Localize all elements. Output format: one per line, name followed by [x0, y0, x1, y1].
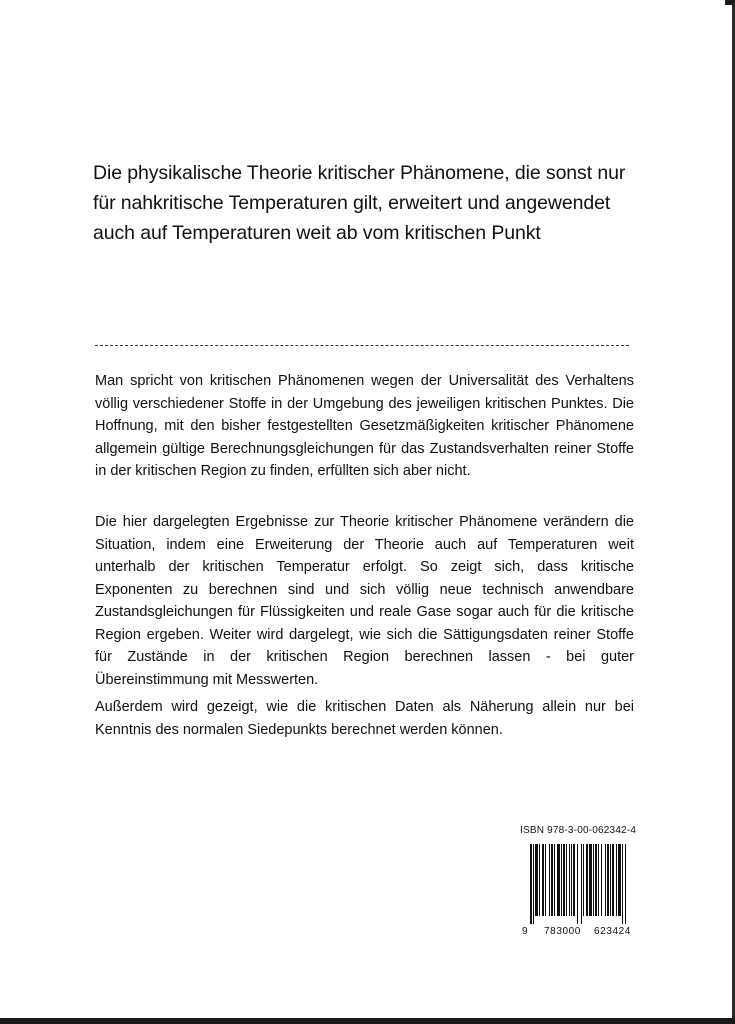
- barcode-bar: [598, 844, 599, 916]
- isbn-barcode: [518, 840, 642, 938]
- barcode-bar: [571, 844, 572, 916]
- barcode-bar: [622, 844, 623, 924]
- scan-edge-bottom: [0, 1018, 735, 1024]
- barcode-bar: [551, 844, 553, 916]
- barcode-bar: [589, 844, 592, 916]
- barcode-bar: [561, 844, 562, 916]
- barcode-bar: [539, 844, 540, 916]
- barcode-bar: [616, 844, 617, 916]
- paragraph-2: Die hier dargelegten Ergebnisse zur Theorie kritischer Phänomene verändern die Situation, indem eine Erweiterung der Theorie auch auf Temperaturen weit unterhalb der kritischen Temperatur erfolgt. So zeigt sich, dass kritische Exponenten zu berechnen sind und sich völlig neue technisch anwendbare Zustandsgleichungen für Flüssigkeiten und reale Gase sogar auch für die kritische Region ergeben. Weiter wird dargelegt, wie sich die Sättigungsdaten reiner Stoffe für Zustände in der kritischen Region berechnen lassen - bei guter Übereinstimmung mit Messwerten.: [95, 514, 634, 688]
- barcode-bar: [533, 844, 534, 924]
- barcode-bars: [530, 844, 626, 924]
- barcode-bar: [542, 844, 544, 916]
- isbn-label: ISBN 978-3-00-062342-4: [520, 825, 637, 836]
- title-line-3: auch auf Temperaturen weit ab vom kritischen Punkt: [93, 222, 541, 244]
- barcode-digits-left: 783000: [544, 926, 581, 937]
- barcode-bar: [573, 844, 575, 916]
- scan-corner-mark: [725, 0, 735, 5]
- dashed-divider: [95, 345, 629, 346]
- paragraph-1: Man spricht von kritischen Phänomenen wegen der Universalität des Verhaltens völlig verschiedener Stoffe in der Umgebung des jeweiligen kritischen Punktes. Die Hoffnung, mit den bisher festgestellten Gesetzmäßigkeiten kritischer Phänomene allgemein gültige Berechnungsgleichungen für das Zustandsverhalten reiner Stoffe in der kritischen Region zu finden, erfüllten sich aber nicht.: [95, 373, 634, 479]
- barcode-bar: [557, 844, 560, 916]
- barcode-bar: [563, 844, 565, 916]
- barcode-bar: [549, 844, 550, 916]
- barcode-bar: [569, 844, 570, 916]
- barcode-bar: [566, 844, 567, 916]
- barcode-digits-right: 623424: [594, 926, 631, 937]
- barcode-bar: [610, 844, 611, 916]
- barcode-bar: [618, 844, 621, 916]
- barcode-bar: [605, 844, 606, 916]
- barcode-bar: [577, 844, 578, 924]
- barcode-bar: [554, 844, 555, 916]
- barcode-bar: [601, 844, 602, 916]
- barcode-bar: [583, 844, 584, 916]
- barcode-bar: [586, 844, 588, 916]
- barcode-bar: [612, 844, 614, 916]
- barcode-bar: [581, 844, 582, 924]
- paragraph-3: Außerdem wird gezeigt, wie die kritischen Daten als Näherung allein nur bei Kenntnis des normalen Siedepunkts berechnet werden können.: [95, 699, 634, 738]
- title-line-1: Die physikalische Theorie kritischer Phänomene, die sonst nur: [93, 162, 626, 184]
- barcode-digit-first: 9: [522, 926, 528, 937]
- barcode-bar: [625, 844, 626, 924]
- barcode-bar: [535, 844, 538, 916]
- barcode-bar: [607, 844, 609, 916]
- title-line-2: für nahkritische Temperaturen gilt, erweitert und angewendet: [93, 192, 611, 214]
- book-title: [93, 158, 653, 248]
- barcode-bar: [593, 844, 594, 916]
- barcode-bar: [595, 844, 597, 916]
- barcode-bar: [545, 844, 546, 916]
- barcode-bar: [530, 844, 532, 924]
